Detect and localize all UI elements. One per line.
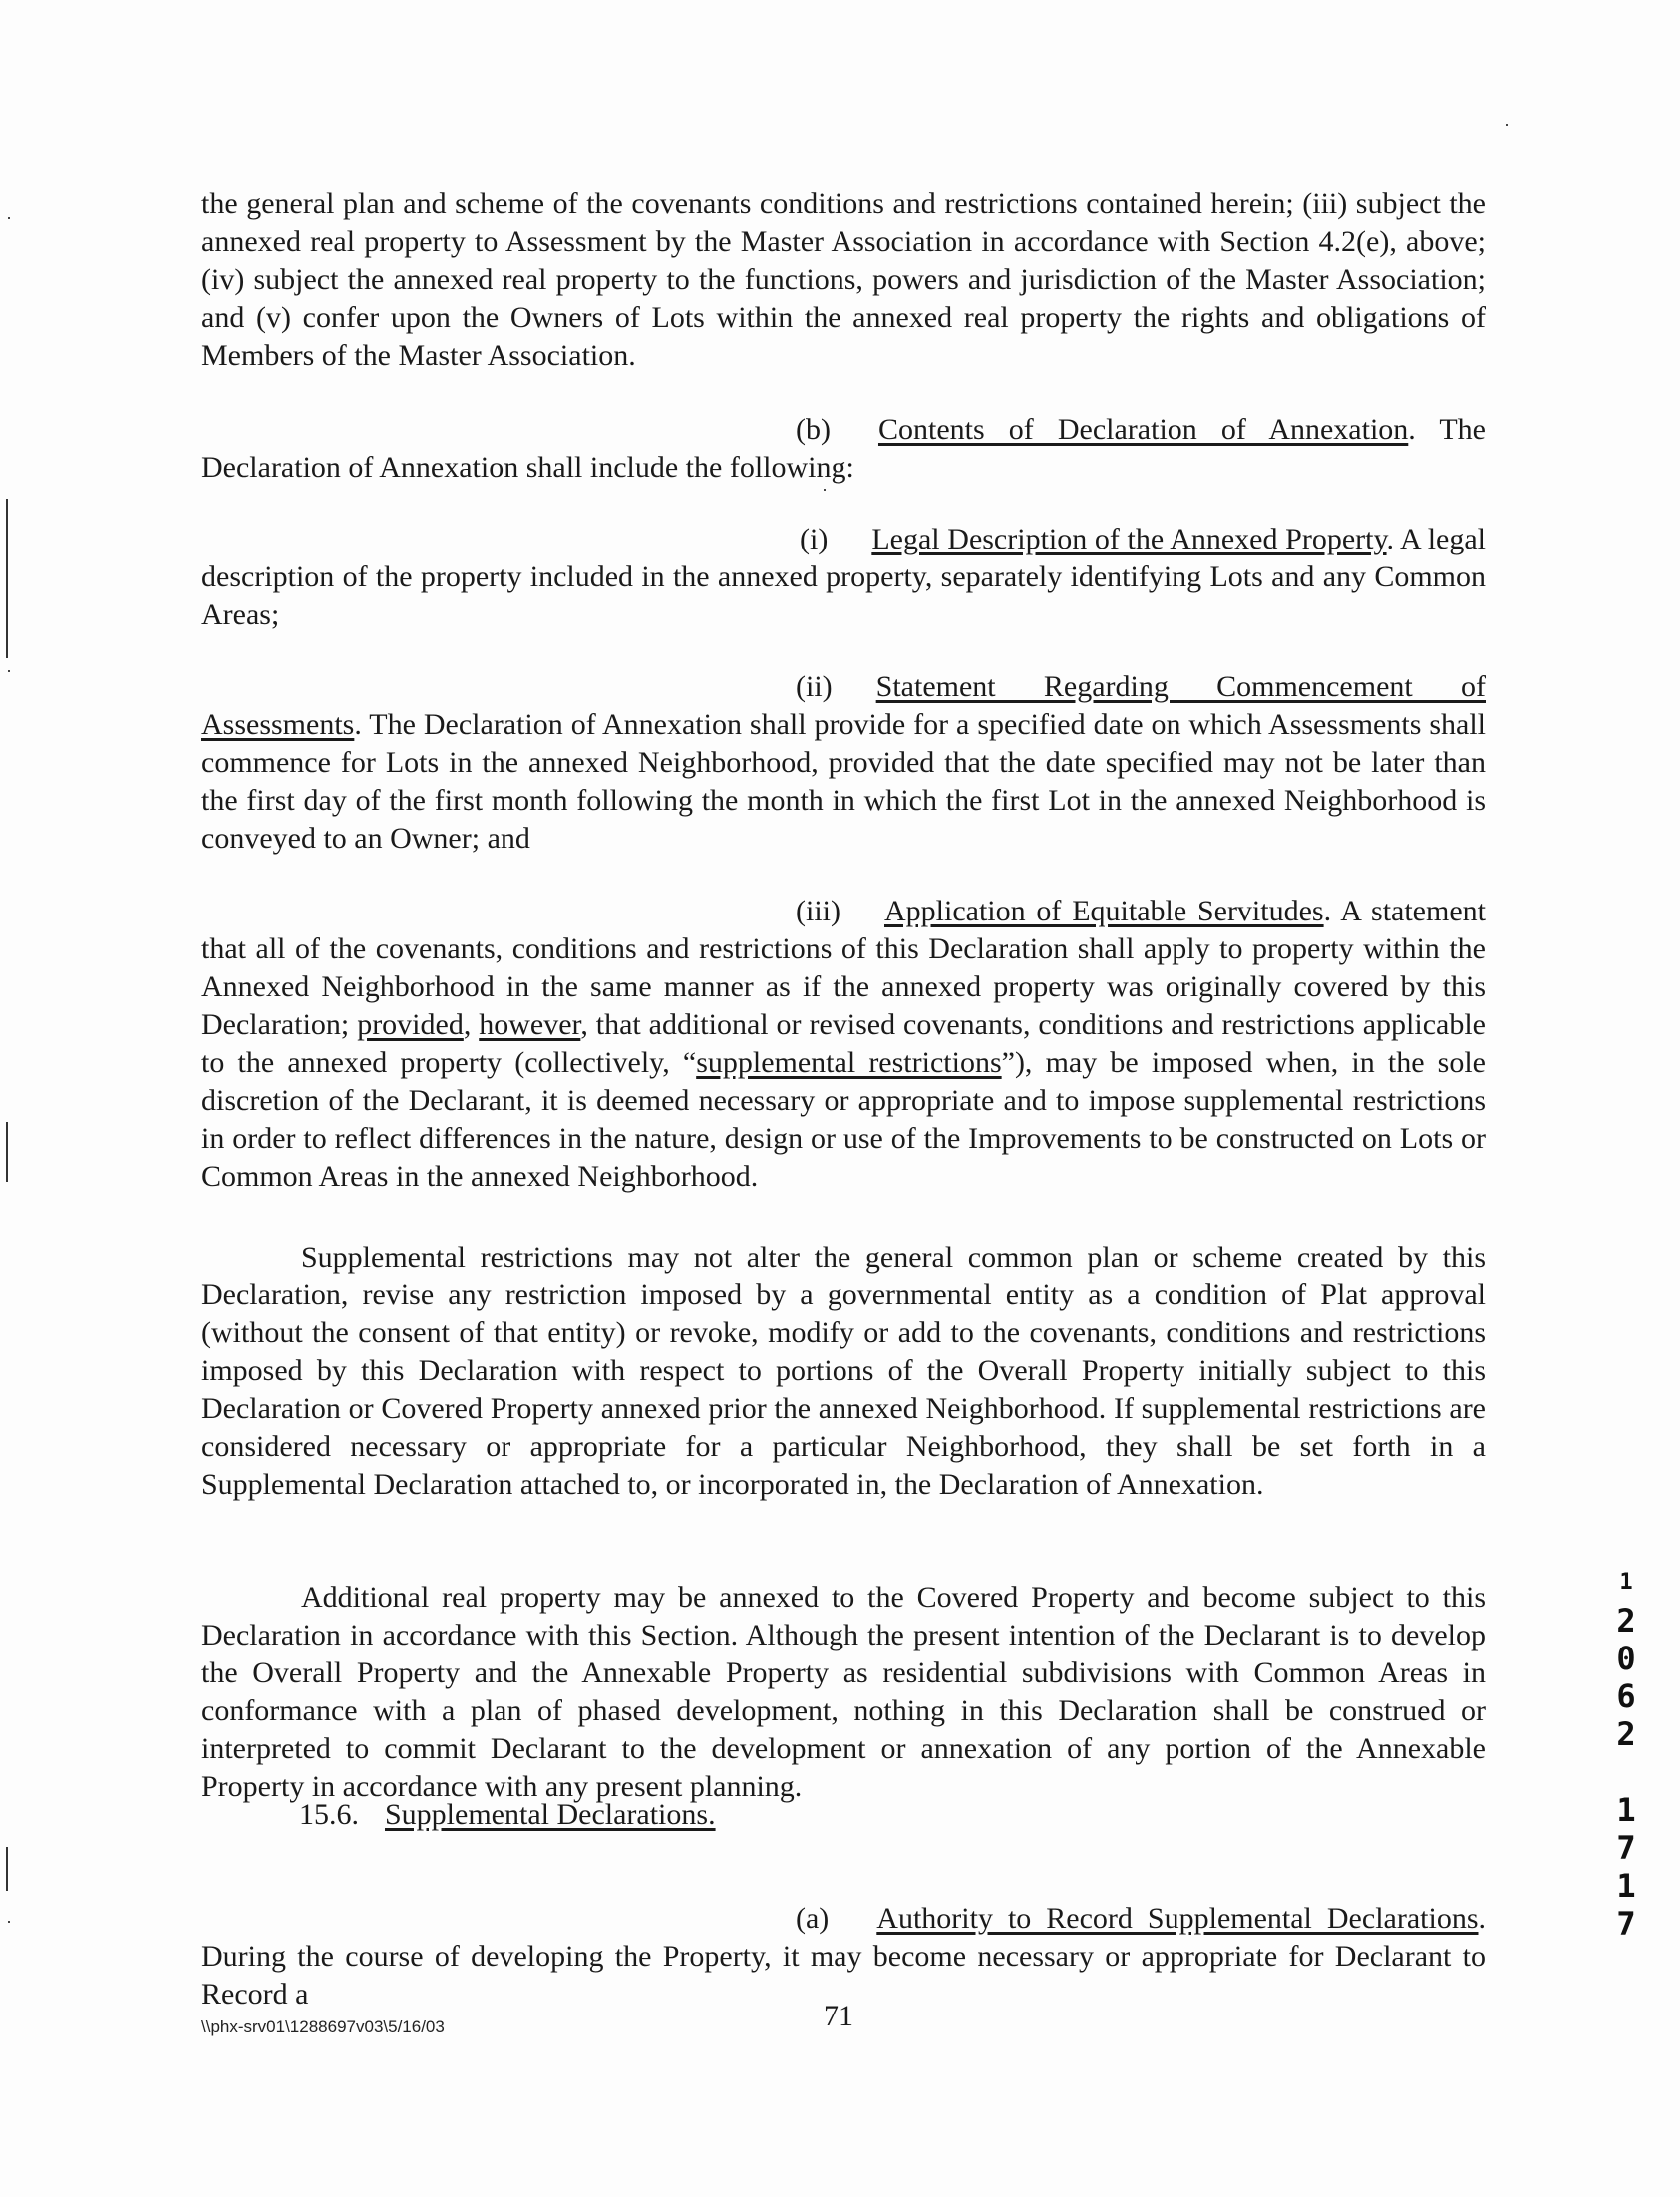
item-iii-provided: provided (357, 1008, 464, 1041)
subsection-a-text: . During the course of developing the Property, it may become necessary or appropriate for Declarant to Record a (201, 1902, 1486, 2011)
item-i-number: (i) (800, 523, 829, 555)
item-iii-text-b: , that additional or revised covenants, conditions and restrictions applicable to the annexed property (collectively, “ (201, 1008, 1487, 1079)
section-heading-15-6 (299, 1796, 716, 1834)
paragraph-additional-property: Additional real property may be annexed to the Covered Property and become subject to this Declaration in accordance with this Section. Although the present intention of the Declarant is to develop the Overall Property and the Annexable Property as residential subdivisions with Common Areas in conformance with a plan of phased development, nothing in this Declaration shall be construed or interpreted to commit Declarant to the development or annexation of any portion of the Annexable Property in accordance with any present planning. (201, 1581, 1486, 1803)
item-ii-number: (ii) (796, 670, 833, 703)
item-ii (201, 668, 1486, 858)
subsection-b-text: . The Declaration of Annexation shall include the following: (201, 413, 1486, 484)
stamp-digit: 2 (1616, 1715, 1636, 1753)
section-number: 15.6. (299, 1798, 359, 1831)
stamp-digit: 7 (1616, 1905, 1636, 1943)
stamp-digit: 1 (1616, 1791, 1636, 1829)
subsection-a (201, 1900, 1486, 2014)
page-number: 71 (824, 2000, 853, 2032)
item-ii-text: . The Declaration of Annexation shall provide for a specified date on which Assessments shall commence for Lots in the annexed Neighborhood, provided that the date specified may not be later than the first day of the first month following the month in which the first Lot in the annexed Neighborhood is conveyed to an Owner; and (201, 708, 1486, 855)
paragraph-supplemental-restrictions: Supplemental restrictions may not alter the general common plan or scheme created by this Declaration, revise any restriction imposed by a governmental entity as a condition of Plat approval (without the consent of that entity) or revoke, modify or add to the covenants, conditions and restrictions imposed by this Declaration with respect to portions of the Overall Property initially subject to this Declaration or Covered Property annexed prior the annexed Neighborhood. If supplemental restrictions are considered necessary or appropriate for a particular Neighborhood, they shall be set forth in a Supplemental Declaration attached to, or incorporated in, the Declaration of Annexation. (201, 1241, 1486, 1501)
item-ii-title: Statement Regarding Commencement of Assessments (201, 670, 1486, 741)
subsection-b-number: (b) (796, 413, 831, 446)
scan-speck (824, 489, 826, 491)
subsection-b-title: Contents of Declaration of Annexation (877, 413, 1409, 446)
item-iii-comma: , (463, 1008, 480, 1041)
item-iii-however: however (479, 1008, 581, 1041)
item-iii-text-a: . A statement that all of the covenants, conditions and restrictions of this Declaration shall apply to property within the Annexed Neighborhood in the same manner as if the annexed property was originally covered by this Declaration; (201, 895, 1486, 1041)
section-title: Supplemental Declarations. (385, 1798, 716, 1831)
stamp-digit: 7 (1616, 1829, 1636, 1867)
revision-bar (6, 1847, 8, 1891)
footer-file-path: \\phx-srv01\1288697v03\5/16/03 (201, 2017, 445, 2036)
scan-speck (8, 217, 10, 219)
item-i-title: Legal Description of the Annexed Property (871, 523, 1387, 555)
item-iii-supplemental-restrictions: supplemental restrictions (696, 1046, 1002, 1079)
stamp-digit: 2 (1616, 1602, 1636, 1640)
stamp-digit: 6 (1616, 1677, 1636, 1715)
scan-speck (8, 670, 10, 672)
item-i (201, 521, 1486, 634)
stamp-digit: 1 (1616, 1867, 1636, 1905)
stamp-digit: 1 (1619, 1570, 1633, 1595)
subsection-b (201, 411, 1486, 487)
subsection-a-title: Authority to Record Supplemental Declarations (876, 1902, 1479, 1935)
revision-bar (6, 499, 8, 658)
item-iii-number: (iii) (796, 895, 840, 927)
revision-bar (6, 1122, 8, 1182)
item-iii-title: Application of Equitable Servitudes (884, 895, 1324, 927)
item-iii (201, 893, 1486, 1196)
recording-stamp (1605, 1564, 1647, 1943)
item-iii-text-c: ”), may be imposed when, in the sole discretion of the Declarant, it is deemed necessary or appropriate and to impose supplemental restrictions in order to reflect differences in the nature, design or use of the Improvements to be constructed on Lots or Common Areas in the annexed Neighborhood. (201, 1046, 1487, 1193)
paragraph-annexation-effects: the general plan and scheme of the covenants conditions and restrictions contained herein; (iii) subject the annexed real property to Assessment by the Master Association in accordance with Section 4.2(e), above; (iv) subject the annexed real property to the functions, powers and jurisdiction of the Master Association; and (v) confer upon the Owners of Lots within the annexed real property the rights and obligations of Members of the Master Association. (201, 187, 1486, 372)
scan-speck (8, 1921, 10, 1923)
stamp-digit: 0 (1616, 1640, 1636, 1677)
subsection-a-number: (a) (796, 1902, 830, 1935)
scan-speck (1506, 124, 1508, 126)
item-i-text: . A legal description of the property included in the annexed property, separately identifying Lots and any Common Areas; (201, 523, 1487, 631)
